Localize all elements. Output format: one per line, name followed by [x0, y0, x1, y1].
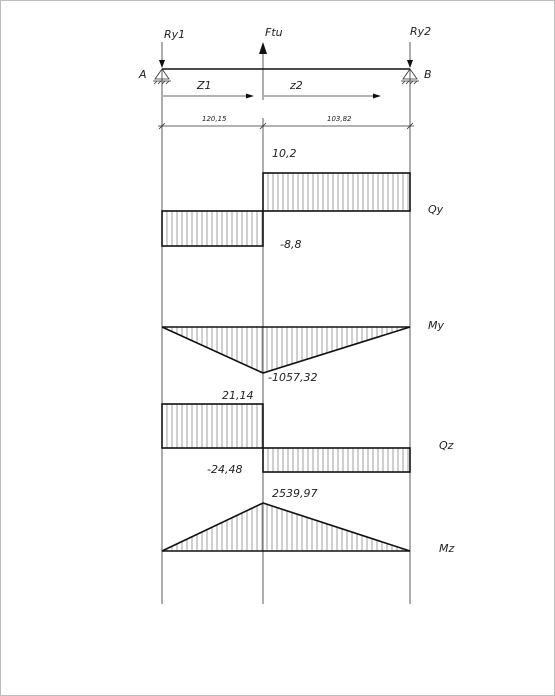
mz-diagram-name: Mz [439, 542, 455, 555]
reaction-label-ry2: Ry2 [410, 25, 432, 38]
section-arrow-z1 [163, 94, 254, 99]
my-peak-value: -1057,32 [268, 371, 318, 384]
dimension-label-right: 103,82 [327, 115, 352, 123]
mz-curve [162, 503, 410, 551]
force-arrow-ftu [259, 42, 267, 100]
diagram-mz [162, 503, 410, 551]
force-label-ftu: Ftu [265, 26, 283, 39]
support-label-a: A [139, 68, 147, 81]
my-diagram-name: My [428, 319, 445, 332]
dimension-line [158, 123, 414, 129]
support-label-b: B [424, 68, 432, 81]
qy-value-right: 10,2 [272, 147, 297, 160]
section-label-z2: z2 [290, 79, 303, 92]
mz-peak-value: 2539,97 [272, 487, 318, 500]
diagram-qz [162, 404, 410, 472]
qz-value-right: -24,48 [207, 463, 243, 476]
diagram-qy [162, 173, 410, 246]
section-label-z1: Z1 [197, 79, 212, 92]
dimension-label-left: 120,15 [202, 115, 227, 123]
section-arrow-z2 [264, 94, 381, 99]
diagram-my [162, 327, 410, 373]
qz-diagram-name: Qz [439, 439, 454, 452]
my-curve [162, 327, 410, 373]
qy-diagram-name: Qy [428, 203, 444, 216]
qz-value-left: 21,14 [222, 389, 254, 402]
reaction-label-ry1: Ry1 [164, 28, 186, 41]
reaction-arrow-ry1 [159, 42, 165, 68]
reaction-arrow-ry2 [407, 42, 413, 68]
qy-value-left: -8,8 [280, 238, 302, 251]
